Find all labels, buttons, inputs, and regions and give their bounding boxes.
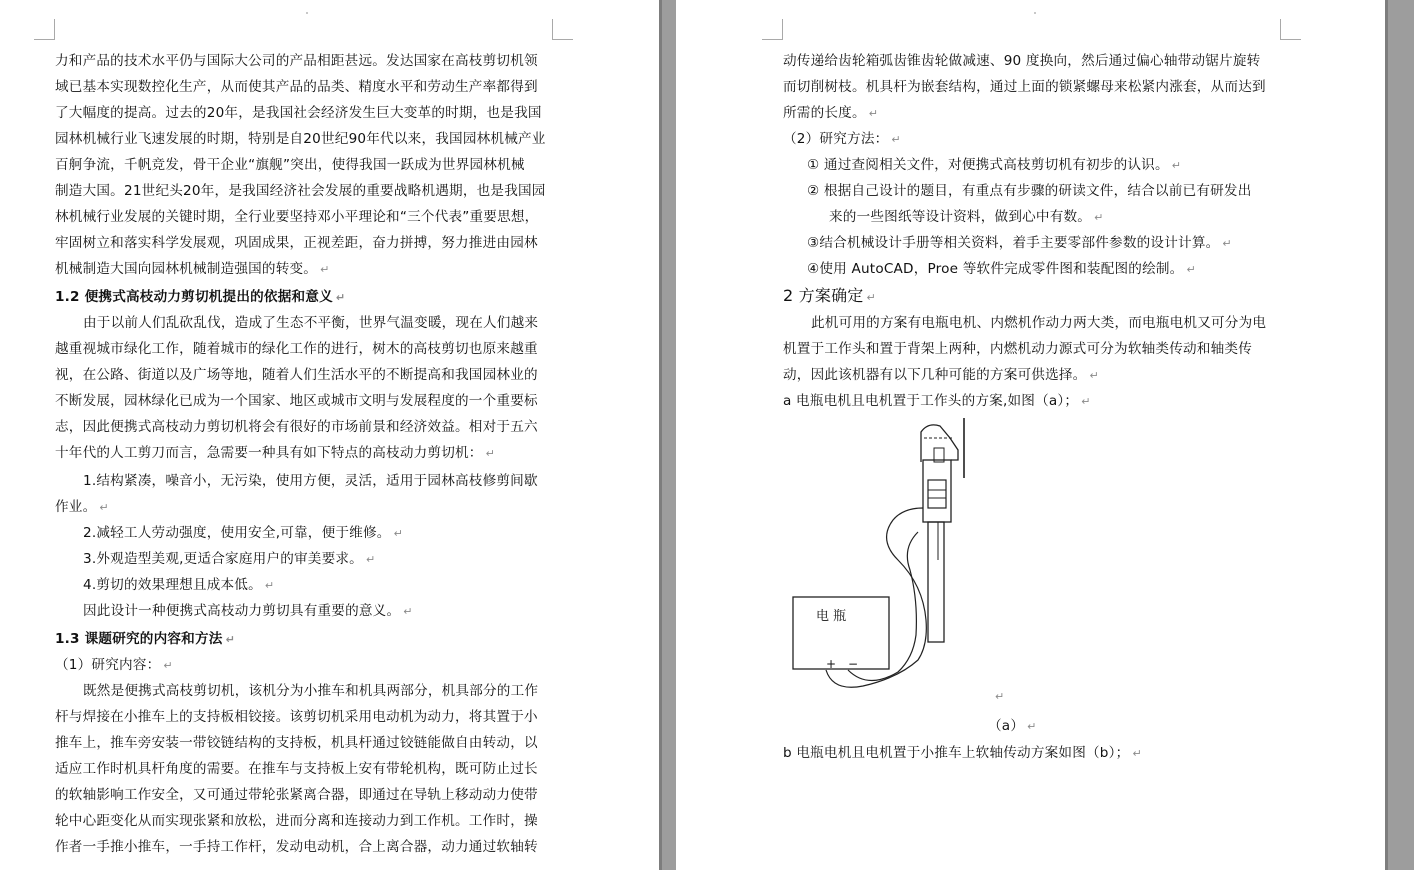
text-line: 而切削树枝。机具杆为嵌套结构，通过上面的锁紧螺母来松紧内涨套，从而达到 (783, 79, 1266, 95)
list-item: ② 根据自己设计的题目，有重点有步骤的研读文件，结合以前已有研发出 (807, 183, 1252, 199)
text-line: 既然是便携式高枝剪切机，该机分为小推车和机具两部分，机具部分的工作 (83, 683, 539, 699)
motor-core (928, 480, 946, 508)
margin-corner-top-left (34, 19, 55, 40)
margin-corner-top-right (1280, 19, 1301, 40)
motor-housing (923, 460, 951, 522)
document-page-right (676, 0, 1385, 870)
list-item: 1.结构紧凑，噪音小，无污染，使用方便，灵活，适用于园林高枝修剪间歇 (83, 473, 538, 489)
page-shadow (1385, 0, 1388, 870)
margin-corner-top-left (762, 19, 783, 40)
text-line: 的软轴影响工作安全，又可通过带轮张紧离合器，即通过在导轨上移动动力使带 (55, 787, 538, 803)
subheading-research-content: （1）研究内容： ↵ (55, 657, 173, 673)
text-line: 此机可用的方案有电瓶电机、内燃机作动力两大类，而电瓶电机又可分为电 (811, 315, 1267, 331)
text-line: 力和产品的技术水平仍与国际大公司的产品相距甚远。发达国家在高枝剪切机领 (55, 53, 538, 69)
text-line: 园林机械行业飞速发展的时期，特别是自20世纪90年代以来，我国园林机械产业 (55, 131, 546, 147)
text-line: 杆与焊接在小推车上的支持板相铰接。该剪切机采用电动机为动力，将其置于小 (55, 709, 538, 725)
text-line: 不断发展，园林绿化已成为一个国家、地区或城市文明与发展程度的一个重要标 (55, 393, 538, 409)
section-heading-2: 2 方案确定 ↵ (783, 286, 876, 305)
subheading-research-method: （2）研究方法： ↵ (783, 131, 901, 147)
tool-pole (928, 522, 944, 642)
figure-intro-b: b 电瓶电机且电机置于小推车上软轴传动方案如图（b）； ↵ (783, 745, 1142, 761)
battery-plus: + (826, 657, 837, 671)
cutting-head (921, 425, 958, 462)
text-line: 志，因此便携式高枝动力剪切机将会有很好的市场前景和经济效益。相对于五六 (55, 419, 538, 435)
text-line: 百舸争流，千帆竞发，骨干企业“旗舰”突出，使得我国一跃成为世界园林机械 (55, 157, 525, 173)
text-line: 了大幅度的提高。过去的20年，是我国社会经济发生巨大变革的时期，也是我国 (55, 105, 542, 121)
header-marker (306, 12, 308, 14)
figure-intro-a: a 电瓶电机且电机置于工作头的方案,如图（a）； ↵ (783, 393, 1091, 409)
text-line: 轮中心距变化从而实现张紧和放松，进而分离和连接动力到工作机。工作时，操 (55, 813, 538, 829)
battery-minus: − (848, 657, 859, 671)
text-line: 机置于工作头和置于背架上两种，内燃机动力源式可分为软轴类传动和轴类传 (783, 341, 1252, 357)
text-line: 视，在公路、街道以及广场等地，随着人们生活水平的不断提高和我国园林业的 (55, 367, 538, 383)
header-marker (1034, 12, 1036, 14)
text-line: 适应工作时机具杆角度的需要。在推车与支持板上安有带轮机构，既可防止过长 (55, 761, 538, 777)
section-heading-1-2: 1.2 便携式高枝动力剪切机提出的依据和意义 ↵ (55, 289, 346, 305)
document-page-left (0, 0, 659, 870)
text-line: 来的一些图纸等设计资料，做到心中有数。 ↵ (829, 209, 1104, 225)
text-line: 林机械行业发展的关键时期，全行业要坚持邓小平理论和“三个代表”重要思想， (55, 209, 539, 225)
text-line: 动，因此该机器有以下几种可能的方案可供选择。 ↵ (783, 367, 1099, 383)
list-item: ④使用 AutoCAD，Proe 等软件完成零件图和装配图的绘制。 ↵ (807, 261, 1196, 277)
figure-caption-a: （a） ↵ (988, 718, 1037, 734)
list-item: 4.剪切的效果理想且成本低。 ↵ (83, 577, 275, 593)
text-line: 牢固树立和落实科学发展观，巩固成果，正视差距，奋力拼搏，努力推进由园林 (55, 235, 538, 251)
text-line: 作者一手推小推车，一手持工作杆，发动电动机，合上离合器，动力通过软轴转 (55, 839, 538, 855)
list-item: 3.外观造型美观,更适合家庭用户的审美要求。 ↵ (83, 551, 376, 567)
text-line: 十年代的人工剪刀而言，急需要一种具有如下特点的高枝动力剪切机： ↵ (55, 445, 496, 461)
text-line: 动传递给齿轮箱弧齿锥齿轮做减速、90 度换向，然后通过偏心轴带动锯片旋转 (783, 53, 1261, 69)
text-line: 作业。 ↵ (55, 499, 109, 515)
figure-a-diagram (778, 410, 1018, 700)
section-heading-1-3: 1.3 课题研究的内容和方法 ↵ (55, 631, 235, 647)
text-line: 所需的长度。 ↵ (783, 105, 879, 121)
battery-box (793, 597, 889, 669)
text-line: 由于以前人们乱砍乱伐，造成了生态不平衡，世界气温变暖，现在人们越来 (83, 315, 539, 331)
list-item: ③结合机械设计手册等相关资料，着手主要零部件参数的设计计算。 ↵ (807, 235, 1232, 251)
text-line: 机械制造大国向园林机械制造强国的转变。 ↵ (55, 261, 330, 277)
text-line: 推车上，推车旁安装一带铰链结构的支持板，机具杆通过铰链能做自由转动，以 (55, 735, 538, 751)
text-line: 因此设计一种便携式高枝动力剪切具有重要的意义。 ↵ (83, 603, 413, 619)
page-shadow (659, 0, 662, 870)
text-line: 越重视城市绿化工作，随着城市的绿化工作的进行，树木的高枝剪切也原来越重 (55, 341, 538, 357)
paragraph-mark: ↵ (995, 690, 1005, 703)
list-item: ① 通过查阅相关文件，对便携式高枝剪切机有初步的认识。 ↵ (807, 157, 1182, 173)
text-line: 制造大国。21世纪头20年，是我国经济社会发展的重要战略机遇期，也是我国园 (55, 183, 546, 199)
battery-label: 电 瓶 (816, 609, 847, 624)
margin-corner-top-right (552, 19, 573, 40)
text-line: 域已基本实现数控化生产，从而使其产品的品类、精度水平和劳动生产率都得到 (55, 79, 538, 95)
list-item: 2.减轻工人劳动强度，使用安全,可靠，便于维修。 ↵ (83, 525, 403, 541)
